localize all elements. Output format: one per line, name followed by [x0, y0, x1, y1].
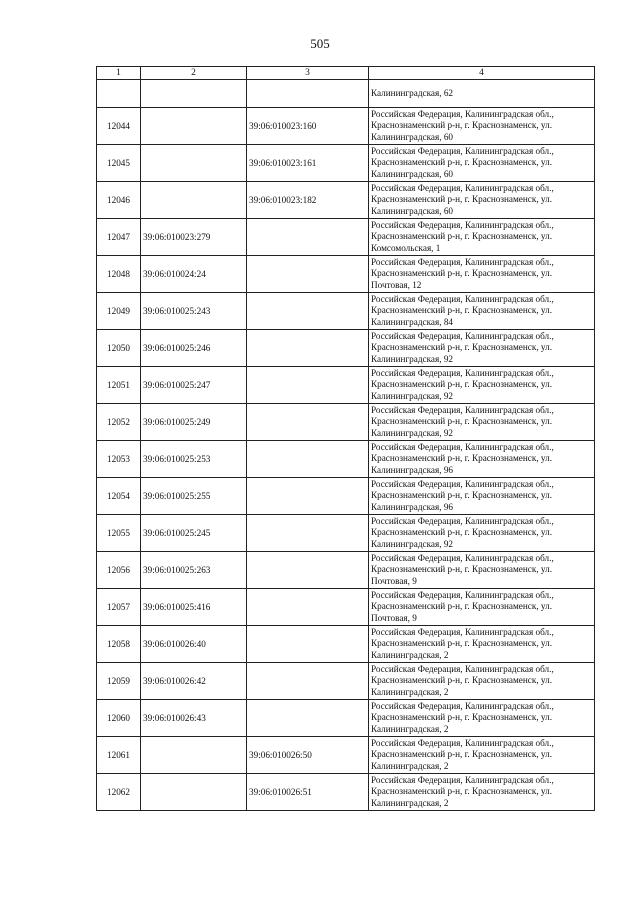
table-row	[97, 478, 595, 515]
row-number: 12055	[97, 515, 141, 552]
cell-empty	[141, 80, 247, 108]
row-number: 12053	[97, 441, 141, 478]
cadastral-number-col2: 39:06:010025:255	[141, 478, 247, 515]
address: Российская Федерация, Калининградская обл., Краснознаменский р-н, г. Краснознаменск, ул. Калининградская, 96	[369, 478, 595, 515]
row-number: 12048	[97, 256, 141, 293]
row-number: 12061	[97, 737, 141, 774]
address: Российская Федерация, Калининградская обл., Краснознаменский р-н, г. Краснознаменск, ул. Калининградская, 92	[369, 330, 595, 367]
row-number: 12058	[97, 626, 141, 663]
cadastral-number-col3	[247, 552, 369, 589]
table-row	[97, 663, 595, 700]
cadastral-number-col2: 39:06:010025:263	[141, 552, 247, 589]
cadastral-number-col3: 39:06:010026:51	[247, 774, 369, 811]
row-number: 12052	[97, 404, 141, 441]
table-row	[97, 515, 595, 552]
table-row	[97, 774, 595, 811]
address: Российская Федерация, Калининградская обл., Краснознаменский р-н, г. Краснознаменск, ул. Калининградская, 92	[369, 515, 595, 552]
address: Российская Федерация, Калининградская обл., Краснознаменский р-н, г. Краснознаменск, ул. Калининградская, 60	[369, 108, 595, 145]
cadastral-number-col2: 39:06:010026:43	[141, 700, 247, 737]
address: Российская Федерация, Калининградская обл., Краснознаменский р-н, г. Краснознаменск, ул. Калининградская, 92	[369, 404, 595, 441]
address: Российская Федерация, Калининградская обл., Краснознаменский р-н, г. Краснознаменск, ул. Калининградская, 2	[369, 626, 595, 663]
table-row	[97, 367, 595, 404]
table-row	[97, 404, 595, 441]
row-number: 12047	[97, 219, 141, 256]
header-col-2: 2	[141, 67, 247, 80]
row-number: 12059	[97, 663, 141, 700]
cadastral-number-col2: 39:06:010025:245	[141, 515, 247, 552]
address: Российская Федерация, Калининградская обл., Краснознаменский р-н, г. Краснознаменск, ул. Почтовая, 9	[369, 589, 595, 626]
cell-empty	[97, 80, 141, 108]
page-number: 505	[310, 36, 330, 51]
table-row	[97, 552, 595, 589]
cadastral-number-col3	[247, 404, 369, 441]
address: Российская Федерация, Калининградская обл., Краснознаменский р-н, г. Краснознаменск, ул. Почтовая, 9	[369, 552, 595, 589]
continuation-row	[97, 80, 595, 108]
address: Российская Федерация, Калининградская обл., Краснознаменский р-н, г. Краснознаменск, ул. Комсомольская, 1	[369, 219, 595, 256]
cell-empty	[247, 80, 369, 108]
row-number: 12044	[97, 108, 141, 145]
row-number: 12045	[97, 145, 141, 182]
cadastral-number-col3: 39:06:010023:160	[247, 108, 369, 145]
table-row	[97, 182, 595, 219]
cadastral-number-col3	[247, 478, 369, 515]
table-row	[97, 626, 595, 663]
address: Российская Федерация, Калининградская обл., Краснознаменский р-н, г. Краснознаменск, ул. Калининградская, 2	[369, 774, 595, 811]
cadastral-number-col2: 39:06:010026:42	[141, 663, 247, 700]
cadastral-number-col2	[141, 145, 247, 182]
cadastral-number-col3	[247, 626, 369, 663]
row-number: 12062	[97, 774, 141, 811]
cadastral-number-col3	[247, 700, 369, 737]
register-table	[96, 66, 595, 811]
table-row	[97, 737, 595, 774]
cadastral-number-col2: 39:06:010025:253	[141, 441, 247, 478]
cadastral-number-col2: 39:06:010025:243	[141, 293, 247, 330]
cadastral-number-col3	[247, 293, 369, 330]
cadastral-number-col3	[247, 219, 369, 256]
cadastral-number-col2: 39:06:010026:40	[141, 626, 247, 663]
cadastral-number-col3	[247, 441, 369, 478]
table-row	[97, 256, 595, 293]
cadastral-number-col3	[247, 515, 369, 552]
address: Российская Федерация, Калининградская обл., Краснознаменский р-н, г. Краснознаменск, ул. Калининградская, 60	[369, 145, 595, 182]
header-col-3: 3	[247, 67, 369, 80]
cadastral-number-col2: 39:06:010025:246	[141, 330, 247, 367]
row-number: 12049	[97, 293, 141, 330]
table-row	[97, 589, 595, 626]
row-number: 12050	[97, 330, 141, 367]
cadastral-number-col3	[247, 256, 369, 293]
header-row	[97, 67, 595, 80]
table-row	[97, 293, 595, 330]
cadastral-number-col3: 39:06:010026:50	[247, 737, 369, 774]
row-number: 12056	[97, 552, 141, 589]
address: Российская Федерация, Калининградская обл., Краснознаменский р-н, г. Краснознаменск, ул. Калининградская, 96	[369, 441, 595, 478]
row-number: 12054	[97, 478, 141, 515]
cadastral-number-col2: 39:06:010025:249	[141, 404, 247, 441]
row-number: 12057	[97, 589, 141, 626]
table-row	[97, 219, 595, 256]
cadastral-number-col3	[247, 589, 369, 626]
address: Российская Федерация, Калининградская обл., Краснознаменский р-н, г. Краснознаменск, ул. Почтовая, 12	[369, 256, 595, 293]
address: Российская Федерация, Калининградская обл., Краснознаменский р-н, г. Краснознаменск, ул. Калининградская, 2	[369, 663, 595, 700]
row-number: 12060	[97, 700, 141, 737]
table-row	[97, 441, 595, 478]
cadastral-number-col2: 39:06:010023:279	[141, 219, 247, 256]
address: Российская Федерация, Калининградская обл., Краснознаменский р-н, г. Краснознаменск, ул. Калининградская, 2	[369, 700, 595, 737]
table-row	[97, 330, 595, 367]
cadastral-number-col3	[247, 663, 369, 700]
cadastral-number-col3	[247, 330, 369, 367]
table-row	[97, 700, 595, 737]
table-row	[97, 145, 595, 182]
cadastral-number-col2: 39:06:010024:24	[141, 256, 247, 293]
cadastral-number-col3: 39:06:010023:182	[247, 182, 369, 219]
header-col-1: 1	[97, 67, 141, 80]
address: Российская Федерация, Калининградская обл., Краснознаменский р-н, г. Краснознаменск, ул. Калининградская, 2	[369, 737, 595, 774]
cadastral-number-col2: 39:06:010025:247	[141, 367, 247, 404]
cadastral-number-col3: 39:06:010023:161	[247, 145, 369, 182]
cadastral-number-col2: 39:06:010025:416	[141, 589, 247, 626]
continuation-address: Калининградская, 62	[369, 80, 595, 108]
row-number: 12046	[97, 182, 141, 219]
address: Российская Федерация, Калининградская обл., Краснознаменский р-н, г. Краснознаменск, ул. Калининградская, 84	[369, 293, 595, 330]
row-number: 12051	[97, 367, 141, 404]
address: Российская Федерация, Калининградская обл., Краснознаменский р-н, г. Краснознаменск, ул. Калининградская, 60	[369, 182, 595, 219]
cadastral-number-col2	[141, 737, 247, 774]
cadastral-number-col2	[141, 182, 247, 219]
header-col-4: 4	[369, 67, 595, 80]
table-row	[97, 108, 595, 145]
address: Российская Федерация, Калининградская обл., Краснознаменский р-н, г. Краснознаменск, ул. Калининградская, 92	[369, 367, 595, 404]
cadastral-number-col3	[247, 367, 369, 404]
cadastral-number-col2	[141, 108, 247, 145]
cadastral-number-col2	[141, 774, 247, 811]
